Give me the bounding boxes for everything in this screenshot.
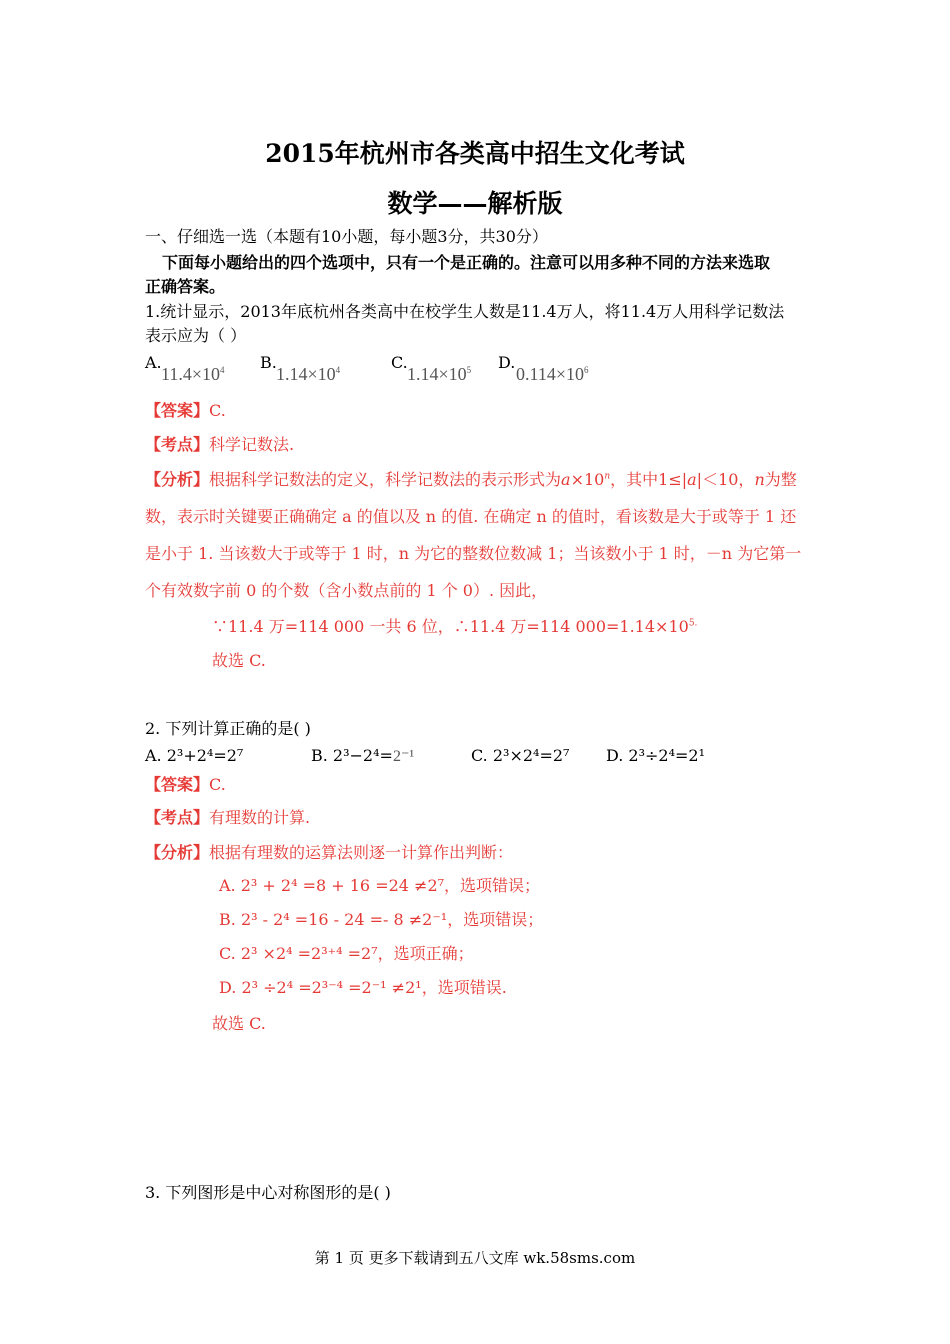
q1-analysis-line1 bbox=[145, 470, 797, 490]
q1-option-a-exp: 4 bbox=[219, 365, 225, 375]
q1-stem-cont: 表示应为（ ） bbox=[145, 326, 247, 345]
q1-option-d-label: D. bbox=[498, 353, 516, 372]
q2-analysis-tag: 【分析】 bbox=[145, 843, 210, 862]
q2-step-d-expr: 2³ ÷2⁴ =2³⁻⁴ =2⁻¹ ≠2¹ bbox=[241, 978, 422, 997]
q2-step-c-expr: 2³ ×2⁴ =2³⁺⁴ =2⁷ bbox=[240, 944, 378, 963]
q2-step-b-expr: 2³ - 2⁴ =16 - 24 =- 8 ≠2⁻¹ bbox=[240, 910, 448, 929]
q1-analysis-text-c: ，其中1≤| bbox=[610, 470, 688, 489]
q1-option-c-mantissa: 1.14×10 bbox=[407, 364, 467, 384]
q1-answer-value: C. bbox=[209, 401, 226, 420]
q1-stem: 1.统计显示，2013年底杭州各类高中在校学生人数是11.4万人，将11.4万人用科学记数法 bbox=[145, 302, 785, 321]
q1-option-c-label: C. bbox=[391, 353, 408, 372]
section-heading: 一、仔细选一选（本题有10小题，每小题3分，共30分） bbox=[145, 227, 548, 246]
q2-analysis bbox=[145, 843, 513, 863]
q1-work-text: ∵11.4 万=114 000 一共 6 位，∴11.4 万=114 000=1.14×10 bbox=[212, 617, 689, 636]
q1-option-d-formula bbox=[516, 364, 588, 385]
q2-step-b-verdict: ，选项错误； bbox=[447, 910, 544, 929]
q1-analysis-line2: 数，表示时关键要正确确定 a 的值以及 n 的值. 在确定 n 的值时，看该数是大于或等于 1 还 bbox=[145, 507, 797, 526]
q1-analysis-text-a: 根据科学记数法的定义，科学记数法的表示形式为 bbox=[209, 470, 562, 489]
q1-option-b-label: B. bbox=[260, 353, 277, 372]
q1-option-c-exp: 5 bbox=[466, 365, 472, 375]
q1-option-c-formula bbox=[407, 364, 471, 385]
page-title: 2015年杭州市各类高中招生文化考试 bbox=[265, 139, 685, 168]
q1-option-d bbox=[498, 353, 515, 373]
q2-answer-tag: 【答案】 bbox=[145, 775, 210, 794]
q2-step-b bbox=[219, 910, 543, 930]
q2-step-d-verdict: ，选项错误. bbox=[421, 978, 507, 997]
q2-option-d: D. 2³÷2⁴=2¹ bbox=[606, 746, 706, 765]
q2-step-a-verdict: ，选项错误； bbox=[444, 876, 541, 895]
q1-answer bbox=[145, 401, 226, 421]
q1-answer-tag: 【答案】 bbox=[145, 401, 210, 420]
q1-option-a-label: A. bbox=[145, 353, 162, 372]
q1-analysis-var-n2: n bbox=[754, 470, 765, 489]
q1-analysis-line3: 是小于 1. 当该数大于或等于 1 时，n 为它的整数位数减 1；当该数小于 1 时，－n 为它第一 bbox=[145, 544, 802, 563]
q1-option-c bbox=[391, 353, 408, 373]
q1-analysis-text-e: 为整 bbox=[764, 470, 797, 489]
q2-step-d bbox=[219, 978, 507, 998]
q1-analysis-tag: 【分析】 bbox=[145, 470, 210, 489]
q2-step-c-verdict: ，选项正确； bbox=[377, 944, 474, 963]
q1-analysis-var-a2: a bbox=[687, 470, 697, 489]
q1-analysis-line4: 个有效数字前 0 的个数（含小数点前的 1 个 0）. 因此， bbox=[145, 581, 548, 600]
q1-option-a-formula bbox=[161, 364, 224, 385]
q1-option-d-exp: 6 bbox=[583, 365, 589, 375]
q2-point bbox=[145, 808, 310, 828]
q2-step-a-expr: 2³ + 2⁴ =8 + 16 =24 ≠2⁷ bbox=[240, 876, 445, 895]
q2-answer-value: C. bbox=[209, 775, 226, 794]
q2-option-b bbox=[311, 746, 414, 767]
q2-option-a: A. 2³+2⁴=2⁷ bbox=[145, 746, 244, 765]
q2-step-c-label: C. bbox=[219, 944, 236, 963]
q1-point bbox=[145, 435, 294, 455]
q2-option-b-result: 2⁻¹ bbox=[392, 748, 415, 765]
q1-option-d-mantissa: 0.114×10 bbox=[516, 364, 584, 384]
q1-option-a-mantissa: 11.4×10 bbox=[161, 364, 220, 384]
q2-point-value: 有理数的计算. bbox=[209, 808, 311, 827]
q2-option-c: C. 2³×2⁴=2⁷ bbox=[471, 746, 570, 765]
q1-option-b-mantissa: 1.14×10 bbox=[276, 364, 336, 384]
q1-analysis-text-b: ×10 bbox=[570, 470, 605, 489]
q2-conclusion: 故选 C. bbox=[212, 1014, 266, 1033]
q1-analysis-var-a: a bbox=[561, 470, 571, 489]
q1-option-b-exp: 4 bbox=[335, 365, 341, 375]
page-subtitle: 数学——解析版 bbox=[387, 189, 563, 218]
q2-step-c bbox=[219, 944, 474, 964]
q2-step-a bbox=[219, 876, 540, 896]
q1-conclusion: 故选 C. bbox=[212, 651, 266, 670]
q1-work bbox=[212, 617, 697, 637]
q2-stem: 2. 下列计算正确的是( ) bbox=[145, 719, 311, 738]
q1-option-b bbox=[260, 353, 277, 373]
q2-step-d-label: D. bbox=[219, 978, 237, 997]
page-footer: 第 1 页 更多下载请到五八文库 wk.58sms.com bbox=[314, 1249, 636, 1267]
q2-point-tag: 【考点】 bbox=[145, 808, 210, 827]
q1-option-b-formula bbox=[276, 364, 340, 385]
section-instruction: 下面每小题给出的四个选项中，只有一个是正确的。注意可以用多种不同的方法来选取 bbox=[162, 253, 771, 272]
q1-option-a bbox=[145, 353, 162, 373]
q2-analysis-text: 根据有理数的运算法则逐一计算作出判断： bbox=[209, 843, 514, 862]
q1-analysis-var-n: n bbox=[604, 471, 611, 482]
q1-point-tag: 【考点】 bbox=[145, 435, 210, 454]
q1-point-value: 科学记数法. bbox=[209, 435, 295, 454]
q3-stem: 3. 下列图形是中心对称图形的是( ) bbox=[145, 1183, 391, 1202]
section-instruction-cont: 正确答案。 bbox=[145, 277, 226, 296]
q2-step-b-label: B. bbox=[219, 910, 236, 929]
q1-work-exp: 5. bbox=[688, 618, 698, 629]
q2-option-b-text: B. 2³−2⁴= bbox=[311, 746, 393, 765]
q1-analysis-text-d: |＜10， bbox=[696, 470, 755, 489]
q2-answer bbox=[145, 775, 226, 795]
q2-step-a-label: A. bbox=[219, 876, 236, 895]
